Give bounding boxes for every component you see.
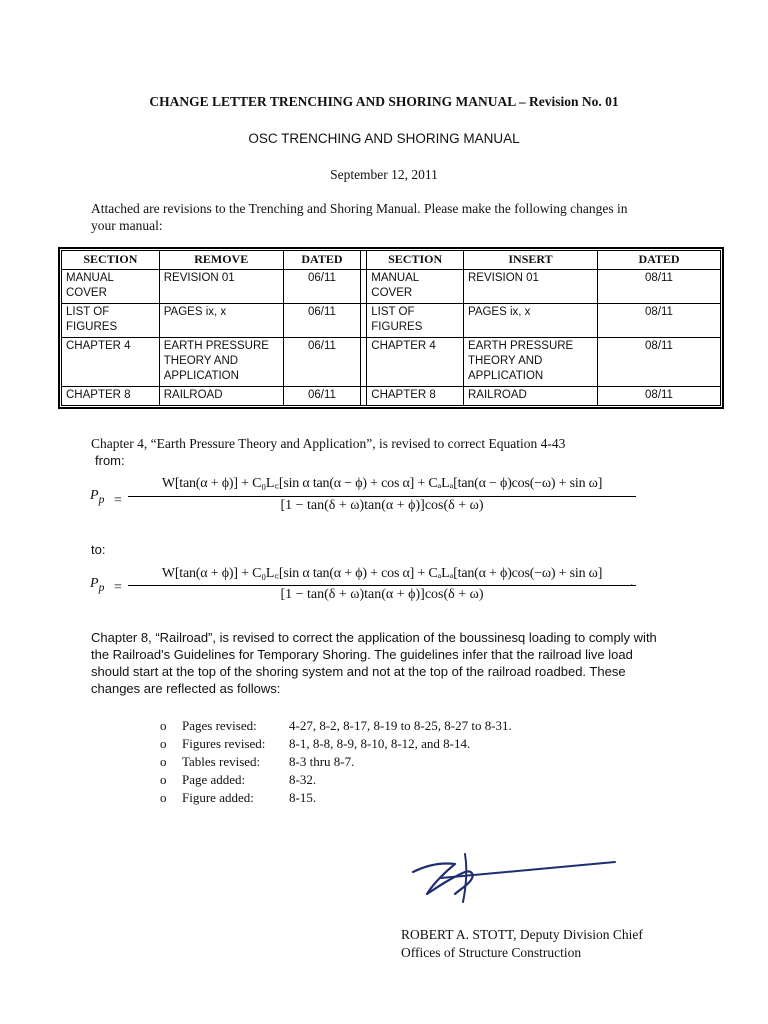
table-cell: 06/11 bbox=[283, 270, 361, 304]
table-header-row bbox=[62, 251, 721, 270]
change-value: 8-32. bbox=[289, 772, 317, 787]
table-row bbox=[62, 304, 721, 338]
signature-image bbox=[405, 850, 625, 910]
header-insert: INSERT bbox=[464, 251, 598, 270]
equation-to-period: . bbox=[630, 575, 634, 590]
table-cell: MANUAL COVER bbox=[367, 270, 464, 304]
list-item bbox=[160, 718, 512, 736]
table-cell: 06/11 bbox=[283, 387, 361, 406]
revision-table bbox=[61, 250, 721, 406]
bullet-icon: o bbox=[160, 790, 167, 805]
table-cell: RAILROAD bbox=[159, 387, 283, 406]
change-value: 8-15. bbox=[289, 790, 317, 805]
header-dated-remove: DATED bbox=[283, 251, 361, 270]
table-cell: EARTH PRESSURE THEORY AND APPLICATION bbox=[464, 338, 598, 387]
table-cell: CHAPTER 8 bbox=[367, 387, 464, 406]
header-dated-insert: DATED bbox=[598, 251, 721, 270]
table-cell: PAGES ix, x bbox=[464, 304, 598, 338]
header-remove: REMOVE bbox=[159, 251, 283, 270]
table-cell: CHAPTER 4 bbox=[367, 338, 464, 387]
list-item bbox=[160, 736, 512, 754]
manual-name: OSC TRENCHING AND SHORING MANUAL bbox=[248, 131, 520, 146]
list-item bbox=[160, 790, 512, 808]
bullet-icon: o bbox=[160, 736, 167, 751]
signatory-name-title: ROBERT A. STOTT, Deputy Division Chief bbox=[401, 927, 643, 942]
change-label: Pages revised: bbox=[182, 718, 257, 733]
table-cell: PAGES ix, x bbox=[159, 304, 283, 338]
change-value: 4-27, 8-2, 8-17, 8-19 to 8-25, 8-27 to 8-31. bbox=[289, 718, 512, 733]
equation-to-fraction-bar bbox=[128, 585, 636, 586]
table-cell: EARTH PRESSURE THEORY AND APPLICATION bbox=[159, 338, 283, 387]
chapter8-paragraph: Chapter 8, “Railroad”, is revised to correct the application of the boussinesq loading to comply with the Railroad's Guidelines for Temporary Shoring. The guidelines infer that the railroad live load should start at the top of the shoring system and not at the top of the railroad roadbed. These changes are reflected as follows: bbox=[91, 630, 657, 696]
change-label: Tables revised: bbox=[182, 754, 261, 769]
document-title: CHANGE LETTER TRENCHING AND SHORING MANUAL – Revision No. 01 bbox=[149, 94, 619, 109]
header-section-remove: SECTION bbox=[62, 251, 160, 270]
change-label: Figures revised: bbox=[182, 736, 266, 751]
signatory-office: Offices of Structure Construction bbox=[401, 945, 582, 960]
equation-from-equals: = bbox=[114, 493, 122, 508]
change-value: 8-3 thru 8-7. bbox=[289, 754, 355, 769]
table-cell: LIST OF FIGURES bbox=[62, 304, 160, 338]
table-cell: REVISION 01 bbox=[159, 270, 283, 304]
change-label: Figure added: bbox=[182, 790, 254, 805]
equation-to-denominator: [1 − tan(δ + ω)tan(α + ϕ)]cos(δ + ω) bbox=[280, 587, 484, 602]
table-row bbox=[62, 270, 721, 304]
table-cell: 06/11 bbox=[283, 304, 361, 338]
table-cell: CHAPTER 4 bbox=[62, 338, 160, 387]
bullet-icon: o bbox=[160, 754, 167, 769]
to-label: to: bbox=[91, 542, 106, 557]
equation-from-denominator: [1 − tan(δ + ω)tan(α + ϕ)]cos(δ + ω) bbox=[280, 498, 484, 513]
table-cell: MANUAL COVER bbox=[62, 270, 160, 304]
bullet-icon: o bbox=[160, 718, 167, 733]
equation-from-numerator: W[tan(α + ϕ)] + C₀L꜀[sin α tan(α − ϕ) + cos α] + CₐLₐ[tan(α − ϕ)cos(−ω) + sin ω] bbox=[161, 476, 603, 491]
bullet-icon: o bbox=[160, 772, 167, 787]
equation-from-lhs: $P_p$ bbox=[90, 488, 105, 506]
table-cell: REVISION 01 bbox=[464, 270, 598, 304]
table-cell: 08/11 bbox=[598, 387, 721, 406]
header-section-insert: SECTION bbox=[367, 251, 464, 270]
from-label: from: bbox=[95, 453, 125, 468]
change-value: 8-1, 8-8, 8-9, 8-10, 8-12, and 8-14. bbox=[289, 736, 471, 751]
table-cell: 06/11 bbox=[283, 338, 361, 387]
table-cell: RAILROAD bbox=[464, 387, 598, 406]
table-cell: 08/11 bbox=[598, 270, 721, 304]
table-row bbox=[62, 387, 721, 406]
table-row bbox=[62, 338, 721, 387]
table-cell: LIST OF FIGURES bbox=[367, 304, 464, 338]
letter-date: September 12, 2011 bbox=[330, 167, 438, 182]
chapter4-paragraph: Chapter 4, “Earth Pressure Theory and Application”, is revised to correct Equation 4-43 bbox=[91, 436, 566, 451]
change-label: Page added: bbox=[182, 772, 246, 787]
table-cell: 08/11 bbox=[598, 338, 721, 387]
changes-list bbox=[160, 718, 512, 808]
intro-paragraph: Attached are revisions to the Trenching and Shoring Manual. Please make the following changes in your manual: bbox=[91, 201, 628, 233]
equation-to-lhs: $P_p$ bbox=[90, 576, 105, 594]
table-cell: CHAPTER 8 bbox=[62, 387, 160, 406]
equation-to-equals: = bbox=[114, 580, 122, 595]
table-cell: 08/11 bbox=[598, 304, 721, 338]
equation-from-fraction-bar bbox=[128, 496, 636, 497]
list-item bbox=[160, 754, 512, 772]
equation-to-numerator: W[tan(α + ϕ)] + C₀L꜀[sin α tan(α + ϕ) + cos α] + CₐLₐ[tan(α + ϕ)cos(−ω) + sin ω] bbox=[161, 566, 603, 581]
list-item bbox=[160, 772, 512, 790]
